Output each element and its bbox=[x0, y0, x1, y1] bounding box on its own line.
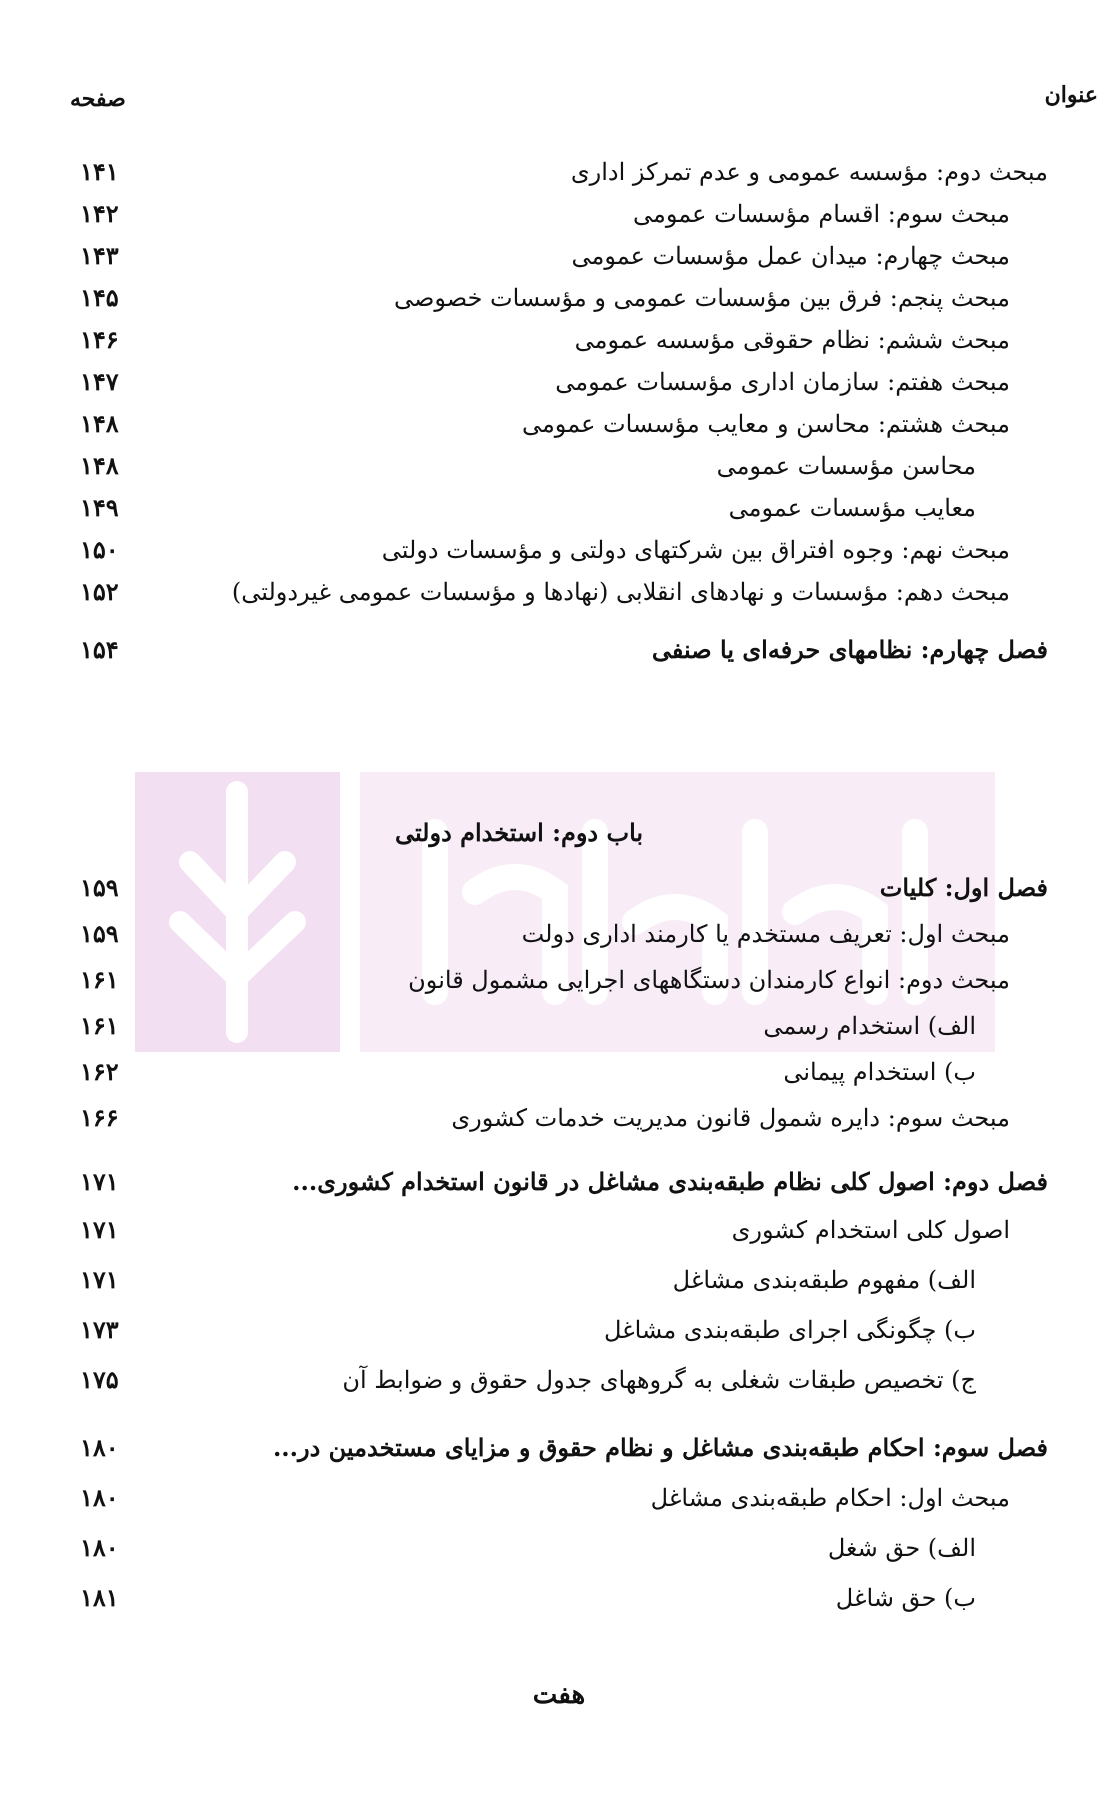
toc-entry-text: مبحث هفتم: سازمان اداری مؤسسات عمومی bbox=[555, 368, 1010, 396]
toc-page-number: ۱۵۹ bbox=[80, 919, 119, 948]
toc-page-number: ۱۸۱ bbox=[80, 1583, 119, 1612]
toc-page-number: ۱۵۲ bbox=[80, 577, 119, 606]
toc-page-number: ۱۸۰ bbox=[80, 1483, 119, 1512]
toc-row bbox=[0, 1528, 1118, 1568]
toc-entry-text: ج) تخصیص طبقات شغلی به گروههای جدول حقوق و ضوابط آن bbox=[342, 1366, 976, 1394]
toc-entry-text: مبحث چهارم: میدان عمل مؤسسات عمومی bbox=[571, 242, 1010, 270]
toc-row bbox=[0, 1260, 1118, 1300]
toc-row bbox=[0, 868, 1118, 908]
toc-entry-text: الف) مفهوم طبقه‌بندی مشاغل bbox=[672, 1266, 976, 1294]
toc-page-number: ۱۷۵ bbox=[80, 1365, 119, 1394]
toc-page-number: ۱۶۶ bbox=[80, 1103, 119, 1132]
toc-row bbox=[0, 914, 1118, 954]
toc-page-number: ۱۶۲ bbox=[80, 1057, 119, 1086]
toc-entry-text: مبحث نهم: وجوه افتراق بین شرکتهای دولتی و مؤسسات دولتی bbox=[381, 536, 1010, 564]
toc-page-number: ۱۴۷ bbox=[80, 367, 119, 396]
toc-page-number: ۱۵۹ bbox=[80, 873, 119, 902]
toc-entry-text: مبحث سوم: اقسام مؤسسات عمومی bbox=[633, 200, 1010, 228]
toc-entry-text: مبحث دوم: انواع کارمندان دستگاههای اجرایی مشمول قانون bbox=[408, 966, 1010, 994]
toc-entry-text: مبحث پنجم: فرق بین مؤسسات عمومی و مؤسسات خصوصی bbox=[393, 284, 1010, 312]
toc-page-number: ۱۴۵ bbox=[80, 283, 119, 312]
toc-page-number: ۱۷۱ bbox=[80, 1265, 119, 1294]
column-header-title: عنوان bbox=[1044, 82, 1098, 108]
toc-row bbox=[0, 1098, 1118, 1138]
toc-page-number: ۱۷۳ bbox=[80, 1315, 119, 1344]
toc-entry-text: فصل اول: کلیات bbox=[879, 873, 1048, 902]
toc-entry-text: فصل چهارم: نظامهای حرفه‌ای یا صنفی bbox=[651, 635, 1048, 664]
toc-entry-text: الف) حق شغل bbox=[827, 1534, 976, 1562]
toc-page-number: ۱۵۰ bbox=[80, 535, 119, 564]
toc-row bbox=[0, 362, 1118, 402]
toc-page-number: ۱۴۶ bbox=[80, 325, 119, 354]
toc-entry-text: فصل دوم: اصول کلی نظام طبقه‌بندی مشاغل در قانون استخدام کشوری... bbox=[292, 1167, 1048, 1196]
toc-page-number: ۱۴۸ bbox=[80, 451, 119, 480]
toc-entry-text: ب) چگونگی اجرای طبقه‌بندی مشاغل bbox=[603, 1316, 976, 1344]
toc-page-number: ۱۵۴ bbox=[80, 635, 119, 664]
toc-entry-text: ب) حق شاغل bbox=[835, 1584, 976, 1612]
toc-row bbox=[0, 236, 1118, 276]
toc-entry-text: الف) استخدام رسمی bbox=[763, 1012, 976, 1040]
toc-entry-text: مبحث دوم: مؤسسه عمومی و عدم تمرکز اداری bbox=[570, 158, 1048, 186]
toc-entry-text: مبحث هشتم: محاسن و معایب مؤسسات عمومی bbox=[521, 410, 1010, 438]
toc-row bbox=[0, 1210, 1118, 1250]
toc-page-number: ۱۷۱ bbox=[80, 1167, 119, 1196]
toc-row bbox=[0, 1310, 1118, 1350]
toc-row bbox=[0, 630, 1118, 670]
toc-page-number: ۱۸۰ bbox=[80, 1433, 119, 1462]
toc-entry-text: مبحث سوم: دایره شمول قانون مدیریت خدمات کشوری bbox=[451, 1104, 1010, 1132]
toc-row bbox=[0, 1162, 1118, 1202]
toc-row bbox=[0, 1360, 1118, 1400]
toc-row bbox=[0, 1578, 1118, 1618]
toc-row bbox=[0, 1052, 1118, 1092]
column-header-page: صفحه bbox=[70, 86, 126, 112]
toc-row bbox=[0, 194, 1118, 234]
toc-row bbox=[0, 446, 1118, 486]
page-number-footer: هفت bbox=[532, 1680, 586, 1710]
toc-row bbox=[0, 278, 1118, 318]
toc-row bbox=[0, 572, 1118, 612]
toc-row bbox=[0, 152, 1118, 192]
toc-row bbox=[0, 404, 1118, 444]
toc-row bbox=[0, 1478, 1118, 1518]
toc-entry-text: مبحث دهم: مؤسسات و نهادهای انقلابی (نهادها و مؤسسات عمومی غیردولتی) bbox=[231, 578, 1010, 606]
part-heading-text: باب دوم: استخدام دولتی bbox=[394, 818, 644, 847]
toc-entry-text: فصل سوم: احکام طبقه‌بندی مشاغل و نظام حقوق و مزایای مستخدمین در... bbox=[272, 1433, 1048, 1462]
toc-entry-text: اصول کلی استخدام کشوری bbox=[731, 1216, 1010, 1244]
toc-page-number: ۱۴۹ bbox=[80, 493, 119, 522]
toc-row bbox=[0, 1006, 1118, 1046]
toc-row bbox=[0, 530, 1118, 570]
toc-row bbox=[0, 960, 1118, 1000]
toc-page-number: ۱۸۰ bbox=[80, 1533, 119, 1562]
toc-entry-text: ب) استخدام پیمانی bbox=[783, 1058, 976, 1086]
toc-row bbox=[0, 488, 1118, 528]
toc-entry-text: مبحث اول: تعریف مستخدم یا کارمند اداری دولت bbox=[521, 920, 1010, 948]
toc-page-number: ۱۶۱ bbox=[80, 965, 119, 994]
part-heading bbox=[0, 818, 1118, 847]
toc-row bbox=[0, 320, 1118, 360]
toc-row bbox=[0, 1428, 1118, 1468]
toc-entry-text: محاسن مؤسسات عمومی bbox=[716, 452, 976, 480]
toc-page-number: ۱۴۳ bbox=[80, 241, 119, 270]
toc-page-number: ۱۶۱ bbox=[80, 1011, 119, 1040]
toc-entry-text: معایب مؤسسات عمومی bbox=[728, 494, 976, 522]
toc-entry-text: مبحث اول: احکام طبقه‌بندی مشاغل bbox=[650, 1484, 1010, 1512]
toc-page-number: ۱۴۱ bbox=[80, 157, 119, 186]
toc-entry-text: مبحث ششم: نظام حقوقی مؤسسه عمومی bbox=[574, 326, 1010, 354]
toc-page-number: ۱۷۱ bbox=[80, 1215, 119, 1244]
toc-page-number: ۱۴۸ bbox=[80, 409, 119, 438]
toc-page-number: ۱۴۲ bbox=[80, 199, 119, 228]
